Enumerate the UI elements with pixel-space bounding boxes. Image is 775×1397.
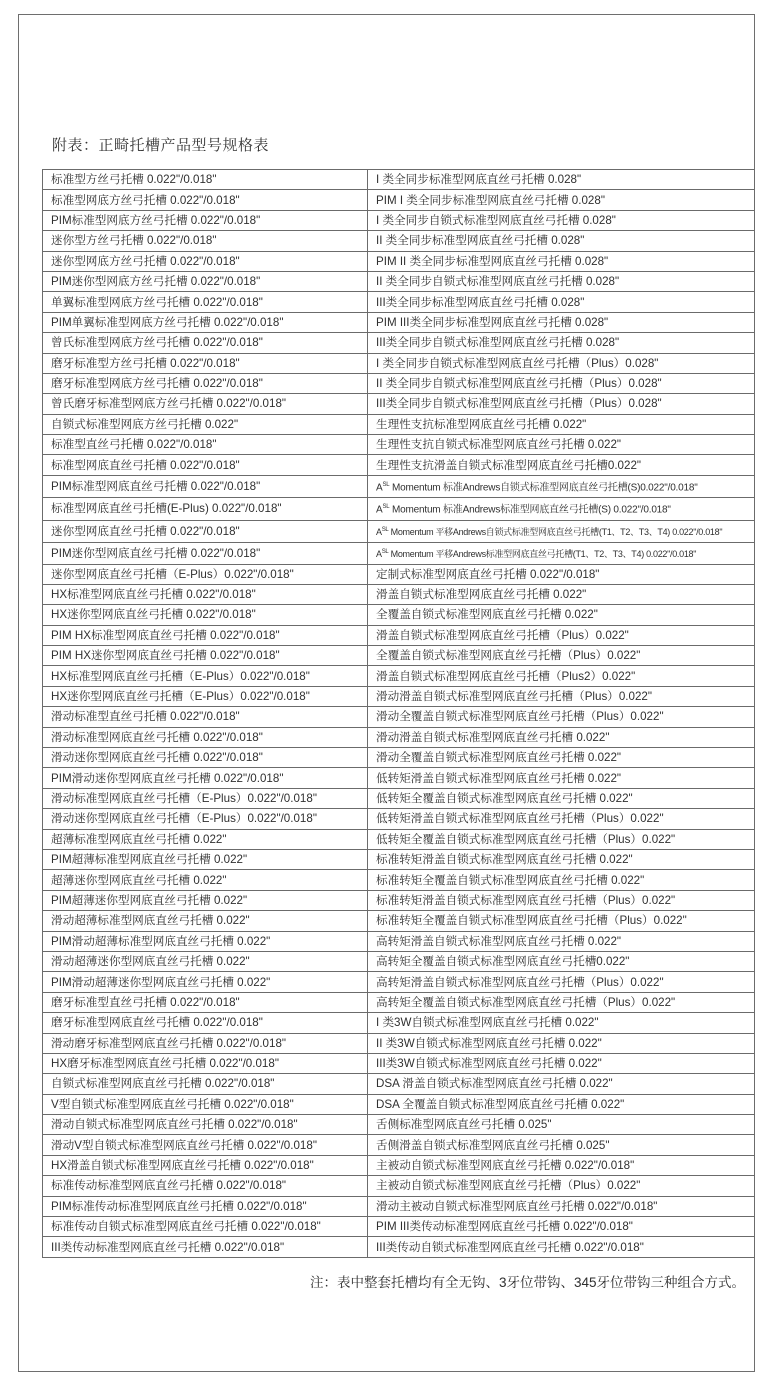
- spec-cell-right: $A^{SL}$ Momentum 平移Andrews自锁式标准型网底直丝弓托槽(T1、T2、T3、T4) 0.022"/0.018": [368, 520, 755, 542]
- table-row: [43, 1053, 755, 1073]
- spec-cell-left: 自锁式标准型网底直丝弓托槽 0.022"/0.018": [43, 1074, 368, 1094]
- spec-cell-left: 磨牙标准型网底方丝弓托槽 0.022"/0.018": [43, 373, 368, 393]
- spec-cell-right: III类全同步标准型网底直丝弓托槽 0.028": [368, 292, 755, 312]
- spec-cell-right: 高转矩滑盖自锁式标准型网底直丝弓托槽（Plus）0.022": [368, 972, 755, 992]
- spec-cell-right: 低转矩全覆盖自锁式标准型网底直丝弓托槽 0.022": [368, 788, 755, 808]
- spec-cell-right: 滑动全覆盖自锁式标准型网底直丝弓托槽 0.022": [368, 748, 755, 768]
- spec-cell-right: 高转矩全覆盖自锁式标准型网底直丝弓托槽0.022": [368, 951, 755, 971]
- spec-cell-left: 标准传动自锁式标准型网底直丝弓托槽 0.022"/0.018": [43, 1217, 368, 1237]
- spec-cell-left: HX磨牙标准型网底直丝弓托槽 0.022"/0.018": [43, 1053, 368, 1073]
- table-row: [43, 951, 755, 971]
- table-row: [43, 170, 755, 190]
- spec-cell-right: 生理性支抗自锁式标准型网底直丝弓托槽 0.022": [368, 435, 755, 455]
- table-row: [43, 373, 755, 393]
- spec-cell-right: 标准转矩全覆盖自锁式标准型网底直丝弓托槽（Plus）0.022": [368, 911, 755, 931]
- table-row: [43, 890, 755, 910]
- spec-cell-left: 标准型直丝弓托槽 0.022"/0.018": [43, 435, 368, 455]
- table-row: [43, 911, 755, 931]
- spec-cell-left: HX滑盖自锁式标准型网底直丝弓托槽 0.022"/0.018": [43, 1155, 368, 1175]
- table-row: [43, 666, 755, 686]
- spec-cell-left: 迷你型网底直丝弓托槽 0.022"/0.018": [43, 520, 368, 542]
- table-row: [43, 849, 755, 869]
- spec-cell-left: 磨牙标准型网底直丝弓托槽 0.022"/0.018": [43, 1013, 368, 1033]
- spec-cell-left: 自锁式标准型网底方丝弓托槽 0.022": [43, 414, 368, 434]
- table-row: [43, 210, 755, 230]
- table-row: [43, 972, 755, 992]
- spec-cell-left: 曾氏标准型网底方丝弓托槽 0.022"/0.018": [43, 333, 368, 353]
- table-row: [43, 1155, 755, 1175]
- spec-cell-right: 高转矩滑盖自锁式标准型网底直丝弓托槽 0.022": [368, 931, 755, 951]
- spec-cell-right: 滑动滑盖自锁式标准型网底直丝弓托槽（Plus）0.022": [368, 686, 755, 706]
- table-row: [43, 829, 755, 849]
- spec-cell-left: 标准型网底直丝弓托槽 0.022"/0.018": [43, 455, 368, 475]
- table-row: [43, 333, 755, 353]
- spec-cell-right: II 类全同步自锁式标准型网底直丝弓托槽 0.028": [368, 271, 755, 291]
- spec-cell-left: PIM超薄迷你型网底直丝弓托槽 0.022": [43, 890, 368, 910]
- spec-cell-right: 全覆盖自锁式标准型网底直丝弓托槽（Plus）0.022": [368, 646, 755, 666]
- spec-cell-left: PIM滑动迷你型网底直丝弓托槽 0.022"/0.018": [43, 768, 368, 788]
- spec-cell-right: 舌侧滑盖自锁式标准型网底直丝弓托槽 0.025": [368, 1135, 755, 1155]
- spec-cell-left: PIM HX迷你型网底直丝弓托槽 0.022"/0.018": [43, 646, 368, 666]
- spec-cell-right: $A^{SL}$ Momentum 标准Andrews自锁式标准型网底直丝弓托槽(S)0.022"/0.018": [368, 475, 755, 497]
- spec-cell-right: III类全同步自锁式标准型网底直丝弓托槽 0.028": [368, 333, 755, 353]
- spec-cell-left: PIM标准型网底方丝弓托槽 0.022"/0.018": [43, 210, 368, 230]
- spec-cell-right: 滑动全覆盖自锁式标准型网底直丝弓托槽（Plus）0.022": [368, 707, 755, 727]
- table-row: [43, 1237, 755, 1257]
- table-row: [43, 455, 755, 475]
- spec-cell-left: 滑动标准型网底直丝弓托槽（E-Plus）0.022"/0.018": [43, 788, 368, 808]
- spec-cell-right: 高转矩全覆盖自锁式标准型网底直丝弓托槽（Plus）0.022": [368, 992, 755, 1012]
- table-title: 附表：正畸托槽产品型号规格表: [52, 137, 270, 154]
- spec-cell-left: 超薄迷你型网底直丝弓托槽 0.022": [43, 870, 368, 890]
- table-row: [43, 748, 755, 768]
- spec-cell-right: PIM II 类全同步标准型网底直丝弓托槽 0.028": [368, 251, 755, 271]
- table-row: [43, 435, 755, 455]
- table-row: [43, 1196, 755, 1216]
- table-row: [43, 1217, 755, 1237]
- spec-cell-right: III类3W自锁式标准型网底直丝弓托槽 0.022": [368, 1053, 755, 1073]
- spec-cell-left: 超薄标准型网底直丝弓托槽 0.022": [43, 829, 368, 849]
- spec-cell-right: I 类全同步自锁式标准型网底直丝弓托槽（Plus）0.028": [368, 353, 755, 373]
- table-row: [43, 646, 755, 666]
- spec-cell-left: V型自锁式标准型网底直丝弓托槽 0.022"/0.018": [43, 1094, 368, 1114]
- spec-cell-left: 标准型方丝弓托槽 0.022"/0.018": [43, 170, 368, 190]
- spec-cell-right: 标准转矩滑盖自锁式标准型网底直丝弓托槽（Plus）0.022": [368, 890, 755, 910]
- spec-cell-left: HX标准型网底直丝弓托槽 0.022"/0.018": [43, 584, 368, 604]
- spec-cell-left: PIM迷你型网底方丝弓托槽 0.022"/0.018": [43, 271, 368, 291]
- spec-cell-left: PIM标准型网底直丝弓托槽 0.022"/0.018": [43, 475, 368, 497]
- table-row: [43, 625, 755, 645]
- spec-cell-right: DSA 滑盖自锁式标准型网底直丝弓托槽 0.022": [368, 1074, 755, 1094]
- spec-cell-right: III类全同步自锁式标准型网底直丝弓托槽（Plus）0.028": [368, 394, 755, 414]
- spec-cell-right: 全覆盖自锁式标准型网底直丝弓托槽 0.022": [368, 605, 755, 625]
- spec-cell-right: 滑动主被动自锁式标准型网底直丝弓托槽 0.022"/0.018": [368, 1196, 755, 1216]
- spec-cell-right: 舌侧标准型网底直丝弓托槽 0.025": [368, 1115, 755, 1135]
- table-row: [43, 292, 755, 312]
- table-row: [43, 768, 755, 788]
- spec-cell-left: PIM超薄标准型网底直丝弓托槽 0.022": [43, 849, 368, 869]
- spec-cell-right: PIM III类全同步标准型网底直丝弓托槽 0.028": [368, 312, 755, 332]
- spec-cell-left: 滑动V型自锁式标准型网底直丝弓托槽 0.022"/0.018": [43, 1135, 368, 1155]
- spec-cell-right: 定制式标准型网底直丝弓托槽 0.022"/0.018": [368, 564, 755, 584]
- spec-cell-right: I 类3W自锁式标准型网底直丝弓托槽 0.022": [368, 1013, 755, 1033]
- table-row: [43, 353, 755, 373]
- spec-table: [42, 169, 755, 1258]
- spec-cell-left: 滑动迷你型网底直丝弓托槽（E-Plus）0.022"/0.018": [43, 809, 368, 829]
- spec-cell-left: 磨牙标准型方丝弓托槽 0.022"/0.018": [43, 353, 368, 373]
- table-row: [43, 542, 755, 564]
- spec-cell-left: III类传动标准型网底直丝弓托槽 0.022"/0.018": [43, 1237, 368, 1257]
- table-row: [43, 584, 755, 604]
- spec-cell-right: 低转矩滑盖自锁式标准型网底直丝弓托槽（Plus）0.022": [368, 809, 755, 829]
- spec-cell-left: PIM单翼标准型网底方丝弓托槽 0.022"/0.018": [43, 312, 368, 332]
- spec-cell-right: PIM III类传动标准型网底直丝弓托槽 0.022"/0.018": [368, 1217, 755, 1237]
- spec-cell-left: HX标准型网底直丝弓托槽（E-Plus）0.022"/0.018": [43, 666, 368, 686]
- table-row: [43, 1115, 755, 1135]
- spec-cell-right: 生理性支抗标准型网底直丝弓托槽 0.022": [368, 414, 755, 434]
- spec-cell-left: 迷你型方丝弓托槽 0.022"/0.018": [43, 231, 368, 251]
- spec-cell-left: PIM滑动超薄迷你型网底直丝弓托槽 0.022": [43, 972, 368, 992]
- table-row: [43, 498, 755, 520]
- table-row: [43, 686, 755, 706]
- spec-cell-right: 滑盖自锁式标准型网底直丝弓托槽 0.022": [368, 584, 755, 604]
- table-row: [43, 788, 755, 808]
- spec-cell-left: PIM滑动超薄标准型网底直丝弓托槽 0.022": [43, 931, 368, 951]
- spec-cell-left: 滑动超薄迷你型网底直丝弓托槽 0.022": [43, 951, 368, 971]
- spec-cell-right: $A^{SL}$ Momentum 平移Andrews标准型网底直丝弓托槽(T1、T2、T3、T4) 0.022"/0.018": [368, 542, 755, 564]
- spec-cell-right: I 类全同步自锁式标准型网底直丝弓托槽 0.028": [368, 210, 755, 230]
- table-row: [43, 414, 755, 434]
- table-row: [43, 251, 755, 271]
- spec-cell-left: 滑动超薄标准型网底直丝弓托槽 0.022": [43, 911, 368, 931]
- table-row: [43, 312, 755, 332]
- spec-cell-right: 滑动滑盖自锁式标准型网底直丝弓托槽 0.022": [368, 727, 755, 747]
- table-row: [43, 1135, 755, 1155]
- spec-cell-left: PIM迷你型网底直丝弓托槽 0.022"/0.018": [43, 542, 368, 564]
- table-row: [43, 992, 755, 1012]
- spec-cell-right: 低转矩滑盖自锁式标准型网底直丝弓托槽 0.022": [368, 768, 755, 788]
- spec-cell-left: 单翼标准型网底方丝弓托槽 0.022"/0.018": [43, 292, 368, 312]
- spec-cell-right: 生理性支抗滑盖自锁式标准型网底直丝弓托槽0.022": [368, 455, 755, 475]
- table-row: [43, 1094, 755, 1114]
- spec-cell-right: 滑盖自锁式标准型网底直丝弓托槽（Plus）0.022": [368, 625, 755, 645]
- spec-cell-right: PIM I 类全同步标准型网底直丝弓托槽 0.028": [368, 190, 755, 210]
- table-row: [43, 870, 755, 890]
- table-row: [43, 1013, 755, 1033]
- table-row: [43, 564, 755, 584]
- spec-cell-left: 滑动标准型直丝弓托槽 0.022"/0.018": [43, 707, 368, 727]
- spec-cell-left: 滑动自锁式标准型网底直丝弓托槽 0.022"/0.018": [43, 1115, 368, 1135]
- spec-cell-right: 滑盖自锁式标准型网底直丝弓托槽（Plus2）0.022": [368, 666, 755, 686]
- spec-cell-right: 低转矩全覆盖自锁式标准型网底直丝弓托槽（Plus）0.022": [368, 829, 755, 849]
- spec-cell-right: II 类全同步标准型网底直丝弓托槽 0.028": [368, 231, 755, 251]
- spec-cell-right: 主被动自锁式标准型网底直丝弓托槽 0.022"/0.018": [368, 1155, 755, 1175]
- spec-cell-left: PIM HX标准型网底直丝弓托槽 0.022"/0.018": [43, 625, 368, 645]
- table-row: [43, 1176, 755, 1196]
- spec-cell-right: I 类全同步标准型网底直丝弓托槽 0.028": [368, 170, 755, 190]
- table-row: [43, 605, 755, 625]
- spec-cell-left: 迷你型网底方丝弓托槽 0.022"/0.018": [43, 251, 368, 271]
- spec-cell-left: 磨牙标准型直丝弓托槽 0.022"/0.018": [43, 992, 368, 1012]
- spec-cell-left: 滑动磨牙标准型网底直丝弓托槽 0.022"/0.018": [43, 1033, 368, 1053]
- spec-table-body: [43, 170, 755, 1258]
- table-row: [43, 1033, 755, 1053]
- table-row: [43, 231, 755, 251]
- spec-cell-right: $A^{SL}$ Momentum 标准Andrews标准型网底直丝弓托槽(S) 0.022"/0.018": [368, 498, 755, 520]
- spec-cell-left: 标准传动标准型网底直丝弓托槽 0.022"/0.018": [43, 1176, 368, 1196]
- spec-cell-right: 主被动自锁式标准型网底直丝弓托槽（Plus）0.022": [368, 1176, 755, 1196]
- table-row: [43, 475, 755, 497]
- spec-cell-left: 标准型网底方丝弓托槽 0.022"/0.018": [43, 190, 368, 210]
- spec-cell-left: 迷你型网底直丝弓托槽（E-Plus）0.022"/0.018": [43, 564, 368, 584]
- spec-cell-left: HX迷你型网底直丝弓托槽（E-Plus）0.022"/0.018": [43, 686, 368, 706]
- footnote: 注：表中整套托槽均有全无钩、3牙位带钩、345牙位带钩三种组合方式。: [309, 1275, 745, 1290]
- table-row: [43, 394, 755, 414]
- spec-cell-left: 标准型网底直丝弓托槽(E-Plus) 0.022"/0.018": [43, 498, 368, 520]
- spec-cell-left: 滑动标准型网底直丝弓托槽 0.022"/0.018": [43, 727, 368, 747]
- spec-cell-right: 标准转矩全覆盖自锁式标准型网底直丝弓托槽 0.022": [368, 870, 755, 890]
- table-row: [43, 707, 755, 727]
- table-row: [43, 190, 755, 210]
- table-row: [43, 1074, 755, 1094]
- spec-cell-right: III类传动自锁式标准型网底直丝弓托槽 0.022"/0.018": [368, 1237, 755, 1257]
- table-row: [43, 727, 755, 747]
- table-row: [43, 520, 755, 542]
- table-row: [43, 271, 755, 291]
- spec-cell-left: 滑动迷你型网底直丝弓托槽 0.022"/0.018": [43, 748, 368, 768]
- spec-cell-right: II 类3W自锁式标准型网底直丝弓托槽 0.022": [368, 1033, 755, 1053]
- spec-cell-right: DSA 全覆盖自锁式标准型网底直丝弓托槽 0.022": [368, 1094, 755, 1114]
- spec-cell-right: 标准转矩滑盖自锁式标准型网底直丝弓托槽 0.022": [368, 849, 755, 869]
- spec-cell-left: PIM标准传动标准型网底直丝弓托槽 0.022"/0.018": [43, 1196, 368, 1216]
- spec-cell-right: II 类全同步自锁式标准型网底直丝弓托槽（Plus）0.028": [368, 373, 755, 393]
- spec-cell-left: 曾氏磨牙标准型网底方丝弓托槽 0.022"/0.018": [43, 394, 368, 414]
- spec-cell-left: HX迷你型网底直丝弓托槽 0.022"/0.018": [43, 605, 368, 625]
- table-row: [43, 809, 755, 829]
- table-row: [43, 931, 755, 951]
